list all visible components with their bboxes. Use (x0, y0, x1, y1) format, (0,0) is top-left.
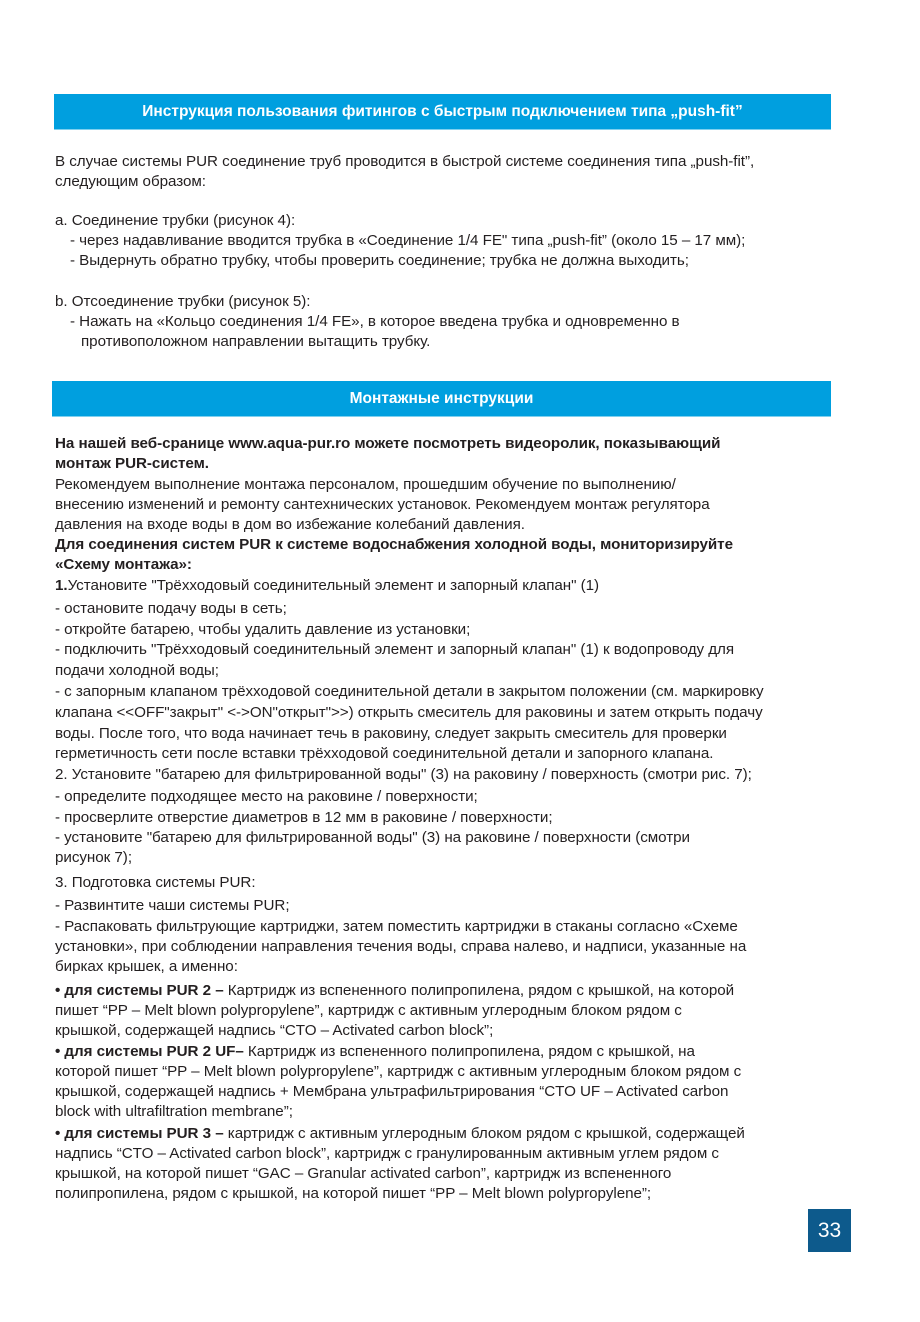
step-1-line-4: подачи холодной воды; (55, 662, 219, 679)
section-title: Монтажные инструкции (349, 389, 534, 407)
recommend-line-2: внесению изменений и ремонту сантехнических установок. Рекомендуем монтаж регулятора (55, 496, 710, 513)
item-b-line-2: противоположном направлении вытащить трубку. (81, 333, 431, 350)
step-2-line-3: - установите "батарею для фильтрированной воды" (3) на раковине / поверхности (смотри (55, 829, 690, 846)
bullet-pur2-line-3: крышкой, содержащей надпись “CTO – Activated carbon block”; (55, 1022, 494, 1039)
item-a-line-2: - Выдернуть обратно трубку, чтобы проверить соединение; трубка не должна выходить; (70, 252, 689, 269)
section-title: Инструкция пользования фитингов с быстрым подключением типа „push-fit” (142, 102, 743, 120)
step-1-number: 1. (55, 577, 68, 594)
step-1-heading (55, 576, 599, 597)
bullet-pur3-line-2: надпись “CTO – Activated carbon block”, картридж с гранулированным активным углем рядом с (55, 1145, 719, 1162)
step-3-line-3: установки», при соблюдении направления течения воды, справа налево, и надписи, указанные на (55, 938, 747, 955)
connect-note-line-2: «Схему монтажа»: (55, 556, 192, 573)
step-1-line-3: - подключить "Трёхходовый соединительный элемент и запорный клапан" (1) к водопроводу для (55, 641, 735, 658)
item-a-line-1: - через надавливание вводится трубка в «Соединение 1/4 FE" типа „push-fit” (около 15 – 17 мм); (70, 232, 746, 249)
step-3-heading: 3. Подготовка системы PUR: (55, 874, 256, 891)
item-b-heading: b. Отсоединение трубки (рисунок 5): (55, 293, 311, 310)
bullet-pur2uf-label: • для системы PUR 2 UF– (55, 1043, 244, 1060)
bullet-pur3-line-1: • для системы PUR 3 – картридж с активным углеродным блоком рядом с крышкой, содержащей (55, 1125, 745, 1142)
website-note-line-2: монтаж PUR-систем. (55, 455, 209, 472)
page-number-badge (808, 1209, 851, 1252)
section-header-push-fit (54, 94, 831, 130)
intro-line-2: следующим образом: (55, 173, 206, 190)
bullet-pur2uf-line-2: которой пишет “PP – Melt blown polypropylene”, картридж с активным углеродным блоком рядом с (55, 1063, 742, 1080)
item-a-heading: a. Соединение трубки (рисунок 4): (55, 212, 296, 229)
step-1-line-8: герметичность сети после вставки трёхходовой соединительной детали и запорного клапана. (55, 745, 714, 762)
step-2-heading: 2. Установите "батарею для фильтрированной воды" (3) на раковину / поверхность (смотри рис. 7); (55, 766, 752, 783)
bullet-pur3-line-3: крышкой, на которой пишет “GAC – Granular activated carbon”, картридж из вспененного (55, 1165, 672, 1182)
bullet-pur3-line-4: полипропилена, рядом с крышкой, на которой пишет “PP – Melt blown polypropylene”; (55, 1185, 652, 1202)
step-1-line-5: - с запорным клапаном трёхходовой соединительной детали в закрытом положении (см. маркировку (55, 683, 764, 700)
step-1-line-1: - остановите подачу воды в сеть; (55, 600, 287, 617)
step-1-line-2: - откройте батарею, чтобы удалить давление из установки; (55, 621, 471, 638)
step-3-line-2: - Распаковать фильтрующие картриджи, затем поместить картриджи в стаканы согласно «Схеме (55, 918, 738, 935)
page-number: 33 (817, 1218, 842, 1242)
item-b-line-1: - Нажать на «Кольцо соединения 1/4 FE», в которое введена трубка и одновременно в (70, 313, 680, 330)
step-2-line-1: - определите подходящее место на раковине / поверхности; (55, 788, 478, 805)
bullet-pur2-line-1: • для системы PUR 2 – Картридж из вспененного полипропилена, рядом с крышкой, на которой (55, 982, 735, 999)
recommend-line-3: давления на входе воды в дом во избежание колебаний давления. (55, 516, 525, 533)
step-1-title: Установите "Трёхходовый соединительный элемент и запорный клапан" (1) (67, 577, 600, 594)
step-1-line-6: клапана <<OFF"закрыт" <->ON"открыт">>) открыть смеситель для раковины и затем открыть подачу (55, 704, 763, 721)
bullet-pur2-line-2: пишет “PP – Melt blown polypropylene”, картридж с активным углеродным блоком рядом с (55, 1002, 682, 1019)
recommend-line-1: Рекомендуем выполнение монтажа персоналом, прошедшим обучение по выполнению/ (55, 476, 676, 493)
bullet-pur2uf-line-4: block with ultrafiltration membrane”; (55, 1103, 293, 1120)
bullet-pur2-label: • для системы PUR 2 – (55, 982, 224, 999)
bullet-pur2uf-line-3: крышкой, содержащей надпись + Мембрана ультрафильтрирования “CTO UF – Activated carbon (55, 1083, 729, 1100)
step-2-line-4: рисунок 7); (55, 849, 132, 866)
bullet-pur2uf-line-1: • для системы PUR 2 UF– Картридж из вспененного полипропилена, рядом с крышкой, на (55, 1043, 695, 1060)
section-header-installation (52, 381, 831, 417)
step-3-line-4: бирках крышек, а именно: (55, 958, 238, 975)
step-2-line-2: - просверлите отверстие диаметров в 12 мм в раковине / поверхности; (55, 809, 553, 826)
step-3-line-1: - Развинтите чаши системы PUR; (55, 897, 290, 914)
website-note-line-1: На нашей веб-сранице www.aqua-pur.ro можете посмотреть видеоролик, показывающий (55, 435, 721, 452)
bullet-pur3-label: • для системы PUR 3 – (55, 1125, 224, 1142)
connect-note-line-1: Для соединения систем PUR к системе водоснабжения холодной воды, мониторизируйте (55, 536, 733, 553)
step-1-line-7: воды. После того, что вода начинает течь в раковину, следует закрыть смеситель для проверки (55, 725, 727, 742)
intro-line-1: В случае системы PUR соединение труб проводится в быстрой системе соединения типа „push-fit”, (55, 153, 755, 170)
